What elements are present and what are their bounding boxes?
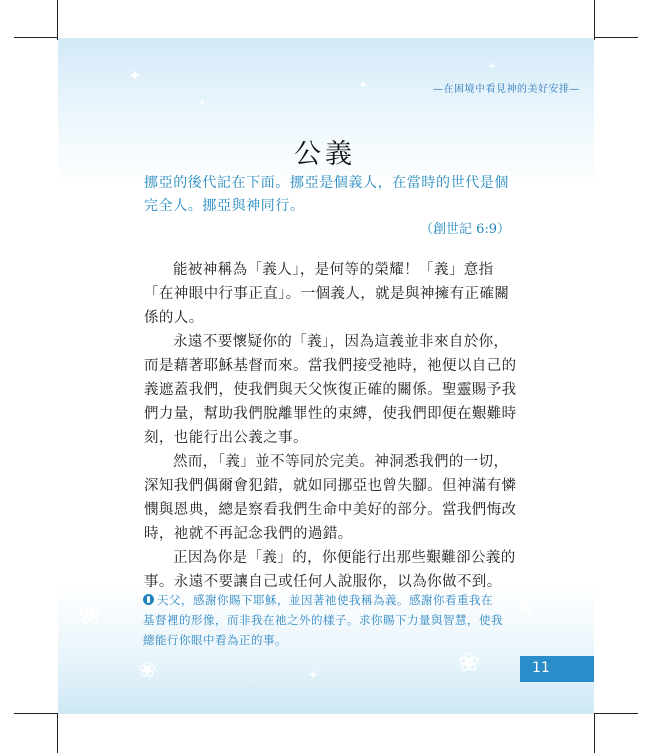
paragraph: 正因為你是「義」的，你便能行出那些艱難卻公義的事。永遠不要讓自己或任何人說服你，以為你做不到。 [144,550,516,590]
sparkle-icon: ✦ [308,668,319,682]
prayer-block [143,590,503,650]
prayer-drop-icon [143,594,154,605]
crop-mark [594,37,638,38]
sparkle-icon: ✦ [128,66,142,85]
flower-icon: ❀ [78,598,102,631]
sparkle-icon: ✦ [488,62,496,72]
page-title: 公義 [294,139,356,171]
crop-mark [14,37,58,38]
paragraph: 然而，「義」並不等同於完美。神洞悉我們的一切，深知我們偶爾會犯錯，就如同挪亞也曾失腳。但神滿有憐憫與恩典，總是察看我們生命中美好的部分。當我們悔改時，祂就不再記念我們的過錯。 [144,454,517,542]
prayer-text: 天父，感謝你賜下耶穌，並因著祂使我稱為義。感謝你看重我在基督裡的形像，而非我在祂之外的樣子。求你賜下力量與智慧，使我總能行你眼中看為正的事。 [143,593,503,647]
crop-mark [594,713,638,714]
crop-mark [594,0,595,40]
scripture-reference: （創世記 6:9） [419,222,510,237]
crop-mark [57,0,58,40]
crop-mark [594,713,595,753]
page-number: 11 [532,660,550,676]
body-text [144,258,519,594]
crop-mark [57,713,58,753]
crop-mark [14,713,58,714]
sparkle-icon: ✦ [198,98,207,109]
flower-icon: ❀ [458,648,480,678]
flower-icon: ❀ [518,598,534,619]
paragraph: 永遠不要懷疑你的「義」，因為這義並非來自於你，而是藉著耶穌基督而來。當我們接受祂時，祂便以自己的義遮蓋我們，使我們與天父恢復正確的關係。聖靈賜予我們力量，幫助我們脫離罪性的束縛，使我們即便在艱難時刻，也能行出公義之事。 [144,334,517,446]
scripture-verse: 挪亞的後代記在下面。挪亞是個義人，在當時的世代是個完全人。挪亞與神同行。 [144,175,509,214]
running-header: —在困境中看見神的美好安排— [433,84,580,95]
flower-icon: ❀ [138,658,157,683]
paragraph: 能被神稱為「義人」，是何等的榮耀！「義」意指「在神眼中行事正直」。一個義人，就是與神擁有正確關係的人。 [144,262,510,326]
sparkle-icon: ✦ [358,78,369,92]
